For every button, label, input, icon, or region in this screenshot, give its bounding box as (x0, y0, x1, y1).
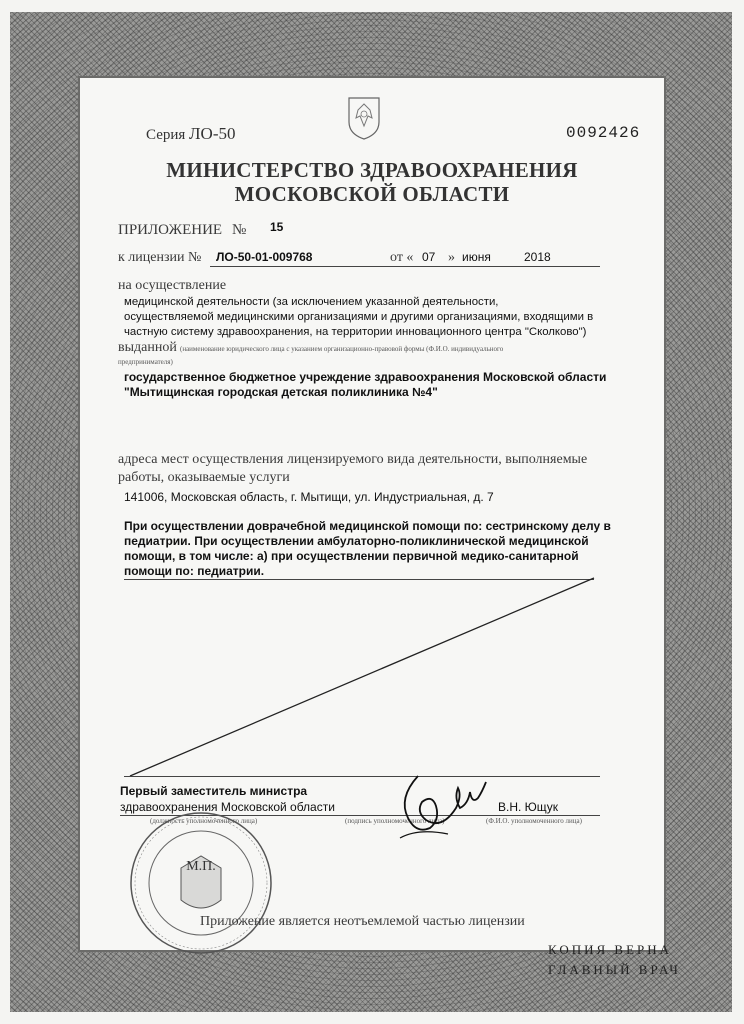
ministry-title-line2: МОСКОВСКОЙ ОБЛАСТИ (234, 182, 510, 206)
appendix-number: 15 (270, 220, 284, 234)
license-from-label: от « (390, 250, 414, 265)
hint-position: (должность уполномоченного лица) (150, 817, 258, 825)
hint-name: (Ф.И.О. уполномоченного лица) (486, 817, 582, 825)
series-label: Серия (146, 127, 186, 143)
series (146, 124, 236, 144)
appendix-label: ПРИЛОЖЕНИЕ (118, 222, 223, 238)
services-line-2: педиатрии. При осуществлении амбулаторно-поликлинической медицинской (124, 534, 589, 548)
stamp-line1: КОПИЯ ВЕРНА (548, 942, 673, 957)
blank-space-strike-line (120, 574, 600, 784)
addresses-label-line2: работы, оказываемые услуги (118, 470, 290, 485)
organization-line2: "Мытищинская городская детская поликлиника №4" (124, 385, 438, 399)
activity-line-3: частную систему здравоохранения, на территории инновационного центра "Сколково") (124, 326, 587, 338)
license-close-quote: » (448, 250, 455, 265)
signer-position-line2: здравоохранения Московской области (120, 800, 335, 814)
handwritten-signature (378, 768, 498, 848)
services-line-1: При осуществлении доврачебной медицинской помощи по: сестринскому делу в (124, 519, 611, 533)
hint-signature: (подпись уполномоченного лица) (345, 817, 445, 825)
document-number: 0092426 (566, 124, 641, 142)
license-month: июня (462, 250, 491, 264)
stamp-line2: ГЛАВНЫЙ ВРАЧ (548, 962, 681, 977)
services-line-3: помощи, в том числе: а) при осуществлении первичной медико-санитарной (124, 549, 579, 563)
issued-hint-line2: предпринимателя) (118, 358, 173, 366)
organization-line1: государственное бюджетное учреждение здравоохранения Московской области (124, 370, 607, 384)
license-day: 07 (422, 250, 436, 264)
issued-hint-line1: (наименование юридического лица с указанием организационно-правовой формы (Ф.И.О. индивидуального (180, 345, 504, 353)
signer-name: В.Н. Ющук (498, 800, 559, 814)
official-seal (126, 808, 276, 958)
signer-position-line1: Первый заместитель министра (120, 784, 308, 798)
copy-certification-stamp (548, 940, 681, 980)
coat-of-arms-icon (346, 96, 382, 140)
license-underline (210, 266, 600, 267)
issued-label: выданной (118, 340, 177, 355)
activity-label: на осуществление (118, 278, 227, 293)
addresses-label-line1: адреса мест осуществления лицензируемого вида деятельности, выполняемые (118, 452, 588, 467)
license-year: 2018 (524, 250, 551, 264)
signature-top-line (124, 776, 600, 777)
ministry-title-line1: МИНИСТЕРСТВО ЗДРАВООХРАНЕНИЯ (166, 158, 578, 182)
footer-note: Приложение является неотъемлемой частью лицензии (200, 914, 525, 929)
address-value: 141006, Московская область, г. Мытищи, ул. Индустриальная, д. 7 (124, 490, 494, 504)
seal-mp-text: М.П. (186, 859, 216, 874)
services-line-4: помощи по: педиатрии. (124, 564, 265, 578)
license-label: к лицензии № (118, 250, 202, 265)
license-number: ЛО-50-01-009768 (216, 250, 313, 264)
appendix-no-label: № (232, 222, 247, 238)
activity-line-2: осуществляемой медицинскими организациями и другими организациями, входящими в (124, 311, 594, 323)
series-value: ЛО-50 (189, 124, 236, 143)
activity-line-1: медицинской деятельности (за исключением указанной деятельности, (124, 296, 499, 308)
